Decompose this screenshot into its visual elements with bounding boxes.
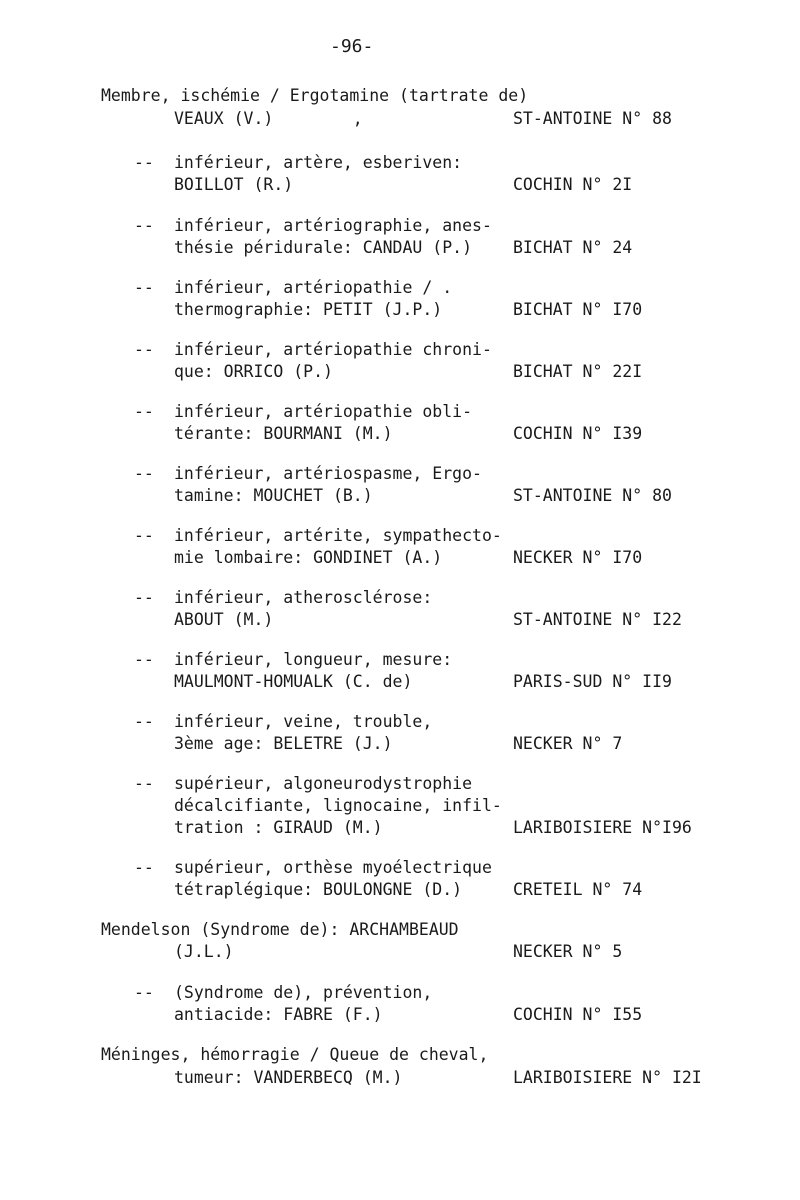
- entry-subject-line: inférieur, artériopathie / .: [174, 278, 453, 297]
- entry-hospital: LARIBOISIERE N°I96: [513, 818, 692, 837]
- entry-author-line: tétraplégique: BOULONGNE (D.): [174, 880, 463, 899]
- entry-author-line: (J.L.): [174, 942, 234, 961]
- entry-author-line: tration : GIRAUD (M.): [174, 818, 383, 837]
- entry-hospital: NECKER N° I70: [513, 548, 643, 567]
- entry-author-line: que: ORRICO (P.): [174, 362, 333, 381]
- entry-subject-line: inférieur, artériopathie obli-: [174, 402, 473, 421]
- entry-hospital: BICHAT N° I70: [513, 300, 643, 319]
- entry-subject-line: inférieur, artériospasme, Ergo-: [174, 464, 482, 483]
- entry-subject-line: inférieur, artériopathie chroni-: [174, 340, 492, 359]
- entry-dash: --: [134, 526, 154, 545]
- entry-author-line: ABOUT (M.): [174, 610, 274, 629]
- entry-hospital: ST-ANTOINE N° 88: [513, 109, 672, 128]
- entry-hospital: CRETEIL N° 74: [513, 880, 643, 899]
- entry-subject-line: (Syndrome de), prévention,: [174, 983, 433, 1002]
- entry-author-line: tamine: MOUCHET (B.): [174, 486, 373, 505]
- entry-author-line: tumeur: VANDERBECQ (M.): [174, 1068, 403, 1087]
- entry-author-line: thésie péridurale: CANDAU (P.): [174, 238, 473, 257]
- entry-subject-line: inférieur, artériographie, anes-: [174, 216, 492, 235]
- entry-author-line: mie lombaire: GONDINET (A.): [174, 548, 443, 567]
- entry-author-line: térante: BOURMANI (M.): [174, 424, 393, 443]
- entry-hospital: PARIS-SUD N° II9: [513, 672, 672, 691]
- entry-dash: --: [134, 983, 154, 1002]
- entry-dash: --: [134, 340, 154, 359]
- entry-author-line: 3ème age: BELETRE (J.): [174, 734, 393, 753]
- entry-hospital: ST-ANTOINE N° I22: [513, 610, 682, 629]
- page-number: -96-: [330, 36, 374, 57]
- entry-heading-line: Membre, ischémie / Ergotamine (tartrate de): [101, 86, 529, 105]
- entry-author-line: BOILLOT (R.): [174, 175, 294, 194]
- entry-dash: --: [134, 858, 154, 877]
- entry-dash: --: [134, 774, 154, 793]
- entry-hospital: BICHAT N° 24: [513, 238, 633, 257]
- entry-subject-line: supérieur, orthèse myoélectrique: [174, 858, 492, 877]
- entry-dash: --: [134, 216, 154, 235]
- entry-author-line: antiacide: FABRE (F.): [174, 1005, 383, 1024]
- entry-subject-line: inférieur, atherosclérose:: [174, 588, 433, 607]
- entry-dash: --: [134, 712, 154, 731]
- entry-hospital: NECKER N° 7: [513, 734, 623, 753]
- entry-dash: --: [134, 402, 154, 421]
- entry-dash: --: [134, 588, 154, 607]
- entry-hospital: BICHAT N° 22I: [513, 362, 643, 381]
- entry-heading-line: Mendelson (Syndrome de): ARCHAMBEAUD: [101, 920, 459, 939]
- entry-hospital: NECKER N° 5: [513, 942, 623, 961]
- entry-author-line: MAULMONT-HOMUALK (C. de): [174, 672, 413, 691]
- entry-hospital: LARIBOISIERE N° I2I: [513, 1068, 702, 1087]
- entry-subject-line: supérieur, algoneurodystrophie: [174, 774, 473, 793]
- entry-hospital: COCHIN N° I39: [513, 424, 643, 443]
- entry-hospital: ST-ANTOINE N° 80: [513, 486, 672, 505]
- entry-author-line: VEAUX (V.) ,: [174, 109, 363, 128]
- entry-dash: --: [134, 650, 154, 669]
- entry-author-line: thermographie: PETIT (J.P.): [174, 300, 443, 319]
- entry-subject-line: inférieur, veine, trouble,: [174, 712, 433, 731]
- entry-hospital: COCHIN N° 2I: [513, 175, 633, 194]
- entry-subject-line: décalcifiante, lignocaine, infil-: [174, 796, 502, 815]
- entry-subject-line: inférieur, artérite, sympathecto-: [174, 526, 502, 545]
- entry-hospital: COCHIN N° I55: [513, 1005, 643, 1024]
- entry-heading-line: Méninges, hémorragie / Queue de cheval,: [101, 1045, 489, 1064]
- entry-subject-line: inférieur, artère, esberiven:: [174, 153, 463, 172]
- entry-dash: --: [134, 464, 154, 483]
- entry-subject-line: inférieur, longueur, mesure:: [174, 650, 453, 669]
- entry-dash: --: [134, 278, 154, 297]
- entry-dash: --: [134, 153, 154, 172]
